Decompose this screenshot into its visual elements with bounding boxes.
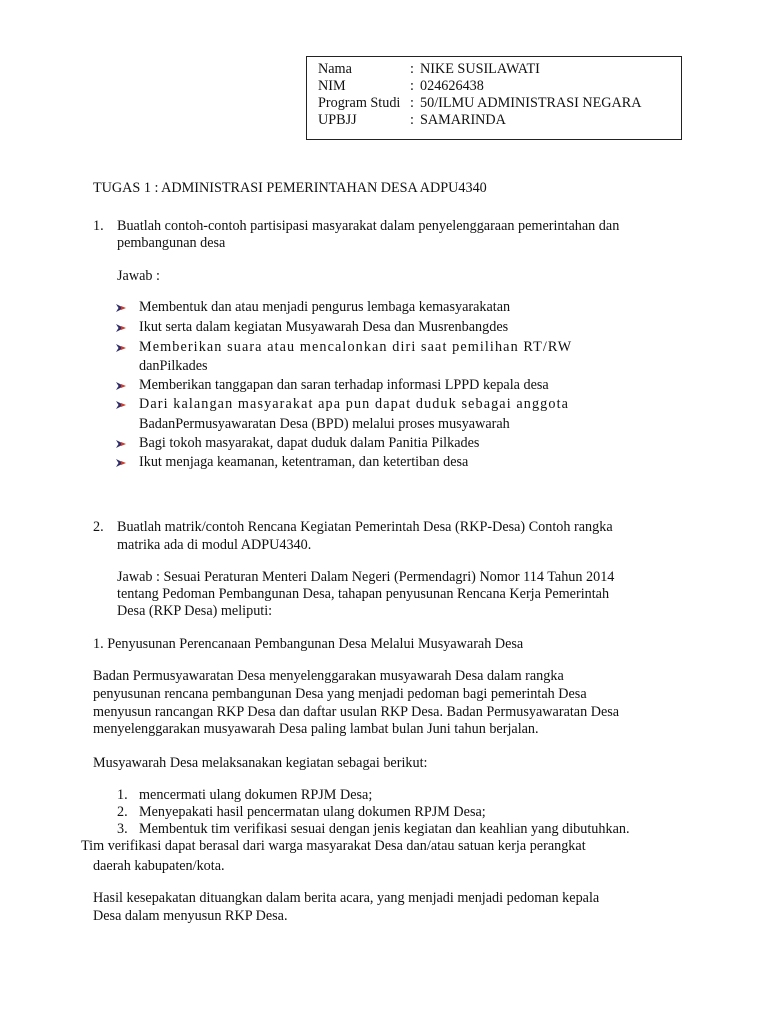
info-colon: : bbox=[410, 112, 414, 128]
info-value: SAMARINDA bbox=[420, 112, 506, 128]
assignment-title: TUGAS 1 : ADMINISTRASI PEMERINTAHAN DESA ADPU4340 bbox=[93, 180, 487, 196]
question-text: pembangunan desa bbox=[117, 235, 226, 251]
student-info-box bbox=[306, 56, 682, 140]
answer-label: Jawab : bbox=[117, 268, 160, 284]
arrow-bullet-icon bbox=[115, 342, 127, 354]
arrow-bullet-icon bbox=[115, 302, 127, 314]
list-item: mencermati ulang dokumen RPJM Desa; bbox=[139, 787, 373, 803]
paragraph-line: menyusun rancangan RKP Desa dan daftar usulan RKP Desa. Badan Permusyawaratan Desa bbox=[93, 704, 620, 720]
list-item: Ikut menjaga keamanan, ketentraman, dan ketertiban desa bbox=[139, 454, 469, 470]
list-item: Dari kalangan masyarakat apa pun dapat duduk sebagai anggota bbox=[139, 396, 570, 412]
info-value: 50/ILMU ADMINISTRASI NEGARA bbox=[420, 95, 642, 111]
answer-text: Jawab : Sesuai Peraturan Menteri Dalam Negeri (Permendagri) Nomor 114 Tahun 2014 bbox=[117, 569, 615, 585]
paragraph-line: Badan Permusyawaratan Desa menyelenggarakan musyawarah Desa dalam rangka bbox=[93, 668, 564, 684]
arrow-bullet-icon bbox=[115, 380, 127, 392]
list-item: Memberikan suara atau mencalonkan diri saat pemilihan RT/RW bbox=[139, 339, 573, 355]
list-item: Memberikan tanggapan dan saran terhadap informasi LPPD kepala desa bbox=[139, 377, 549, 393]
paragraph-line: penyusunan rencana pembangunan Desa yang menjadi pedoman bagi pemerintah Desa bbox=[93, 686, 587, 702]
list-item-continuation: BadanPermusyawaratan Desa (BPD) melalui proses musyawarah bbox=[139, 416, 510, 432]
section-heading: 1. Penyusunan Perencanaan Pembangunan Desa Melalui Musyawarah Desa bbox=[93, 636, 524, 652]
arrow-bullet-icon bbox=[115, 322, 127, 334]
question-text: Buatlah contoh-contoh partisipasi masyarakat dalam penyelenggaraan pemerintahan dan bbox=[117, 218, 620, 234]
list-item-number: 1. bbox=[117, 787, 128, 803]
arrow-bullet-icon bbox=[115, 438, 127, 450]
list-item: Membentuk dan atau menjadi pengurus lembaga kemasyarakatan bbox=[139, 299, 511, 315]
list-item-number: 3. bbox=[117, 821, 128, 837]
paragraph-line: Musyawarah Desa melaksanakan kegiatan sebagai berikut: bbox=[93, 755, 428, 771]
paragraph-line: Desa dalam menyusun RKP Desa. bbox=[93, 908, 288, 924]
question-text: Buatlah matrik/contoh Rencana Kegiatan Pemerintah Desa (RKP-Desa) Contoh rangka bbox=[117, 519, 613, 535]
info-label: Program Studi bbox=[318, 95, 401, 111]
paragraph-line: Hasil kesepakatan dituangkan dalam berita acara, yang menjadi menjadi pedoman kepala bbox=[93, 890, 600, 906]
info-value: 024626438 bbox=[420, 78, 484, 94]
info-colon: : bbox=[410, 95, 414, 111]
list-item: Menyepakati hasil pencermatan ulang dokumen RPJM Desa; bbox=[139, 804, 486, 820]
info-label: UPBJJ bbox=[318, 112, 357, 128]
arrow-bullet-icon bbox=[115, 399, 127, 411]
question-number: 1. bbox=[93, 218, 104, 234]
question-text: matrika ada di modul ADPU4340. bbox=[117, 537, 312, 553]
list-item: Membentuk tim verifikasi sesuai dengan jenis kegiatan dan keahlian yang dibutuhkan. bbox=[139, 821, 630, 837]
list-item: Ikut serta dalam kegiatan Musyawarah Desa dan Musrenbangdes bbox=[139, 319, 509, 335]
list-item-continuation: danPilkades bbox=[139, 358, 208, 374]
info-colon: : bbox=[410, 78, 414, 94]
list-item-number: 2. bbox=[117, 804, 128, 820]
info-label: Nama bbox=[318, 61, 352, 77]
arrow-bullet-icon bbox=[115, 457, 127, 469]
question-number: 2. bbox=[93, 519, 104, 535]
answer-text: tentang Pedoman Pembangunan Desa, tahapan penyusunan Rencana Kerja Pemerintah bbox=[117, 586, 610, 602]
info-colon: : bbox=[410, 61, 414, 77]
paragraph-line: menyelenggarakan musyawarah Desa paling lambat bulan Juni tahun berjalan. bbox=[93, 721, 539, 737]
info-value: NIKE SUSILAWATI bbox=[420, 61, 540, 77]
list-item: Bagi tokoh masyarakat, dapat duduk dalam Panitia Pilkades bbox=[139, 435, 480, 451]
info-label: NIM bbox=[318, 78, 346, 94]
answer-text: Desa (RKP Desa) meliputi: bbox=[117, 603, 273, 619]
paragraph-line: daerah kabupaten/kota. bbox=[93, 858, 225, 874]
paragraph-line: Tim verifikasi dapat berasal dari warga masyarakat Desa dan/atau satuan kerja perangkat bbox=[81, 838, 586, 854]
